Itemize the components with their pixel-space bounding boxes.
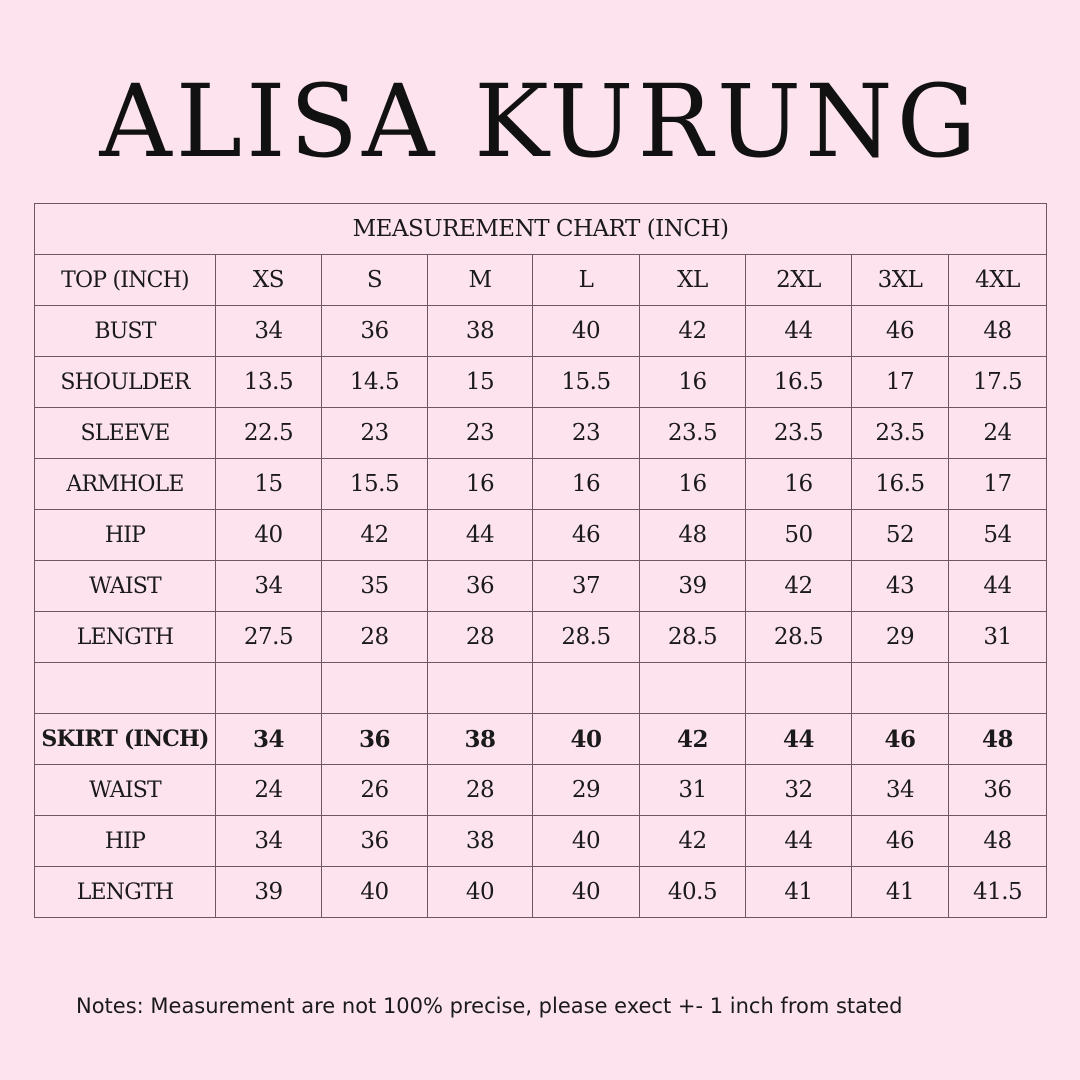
- measurement-cell: 40: [428, 867, 533, 918]
- measurement-cell: [216, 663, 322, 714]
- size-header-cell: XS: [216, 255, 322, 306]
- measurement-cell: [640, 663, 746, 714]
- measurement-cell: 28: [428, 765, 533, 816]
- top-row-sleeve-label: SLEEVE: [35, 408, 216, 459]
- top-row-shoulder: [35, 357, 1047, 408]
- measurement-cell: 52: [852, 510, 949, 561]
- measurement-cell: 16: [640, 459, 746, 510]
- skirt-row-length: [35, 867, 1047, 918]
- measurement-cell: 23.5: [640, 408, 746, 459]
- measurement-cell: 27.5: [216, 612, 322, 663]
- measurement-cell: 23: [428, 408, 533, 459]
- notes-text: Notes: Measurement are not 100% precise, please exect +- 1 inch from stated: [76, 994, 903, 1018]
- size-header-cell: 4XL: [949, 255, 1047, 306]
- chart-title-row: [35, 204, 1047, 255]
- measurement-cell: 28.5: [640, 612, 746, 663]
- measurement-cell: 40: [533, 714, 640, 765]
- size-header-cell: S: [322, 255, 428, 306]
- measurement-cell: 42: [640, 816, 746, 867]
- measurement-cell: 48: [949, 816, 1047, 867]
- measurement-cell: 34: [852, 765, 949, 816]
- measurement-cell: 46: [852, 714, 949, 765]
- top-row-armhole-label: ARMHOLE: [35, 459, 216, 510]
- measurement-cell: 36: [428, 561, 533, 612]
- size-header-cell: 2XL: [746, 255, 852, 306]
- measurement-cell: 36: [322, 306, 428, 357]
- measurement-cell: [533, 663, 640, 714]
- measurement-cell: 41: [852, 867, 949, 918]
- measurement-cell: [322, 663, 428, 714]
- measurement-cell: 17: [949, 459, 1047, 510]
- measurement-cell: 31: [640, 765, 746, 816]
- measurement-cell: 15: [428, 357, 533, 408]
- measurement-cell: 23.5: [852, 408, 949, 459]
- measurement-cell: 38: [428, 714, 533, 765]
- measurement-cell: 36: [322, 714, 428, 765]
- measurement-cell: 40.5: [640, 867, 746, 918]
- measurement-cell: 44: [746, 714, 852, 765]
- measurement-cell: 28.5: [533, 612, 640, 663]
- measurement-cell: 46: [852, 816, 949, 867]
- measurement-cell: 44: [428, 510, 533, 561]
- measurement-cell: 46: [533, 510, 640, 561]
- spacer-row: [35, 663, 1047, 714]
- size-header-cell: L: [533, 255, 640, 306]
- measurement-cell: 42: [322, 510, 428, 561]
- measurement-cell: 16.5: [746, 357, 852, 408]
- top-row-waist: [35, 561, 1047, 612]
- top-header-label: TOP (INCH): [35, 255, 216, 306]
- brand-title: ALISA KURUNG: [99, 63, 981, 180]
- measurement-cell: 16: [533, 459, 640, 510]
- skirt-row-waist: [35, 765, 1047, 816]
- measurement-cell: 39: [216, 867, 322, 918]
- measurement-cell: 34: [216, 816, 322, 867]
- measurement-cell: 54: [949, 510, 1047, 561]
- measurement-cell: 24: [949, 408, 1047, 459]
- measurement-cell: 16: [746, 459, 852, 510]
- top-row-bust: [35, 306, 1047, 357]
- top-row-bust-label: BUST: [35, 306, 216, 357]
- top-row-waist-label: WAIST: [35, 561, 216, 612]
- size-header-cell: XL: [640, 255, 746, 306]
- measurement-cell: 38: [428, 816, 533, 867]
- measurement-cell: 40: [533, 816, 640, 867]
- spacer-row-label: [35, 663, 216, 714]
- measurement-cell: 35: [322, 561, 428, 612]
- measurement-cell: 28: [428, 612, 533, 663]
- top-header-row: [35, 255, 1047, 306]
- top-row-shoulder-label: SHOULDER: [35, 357, 216, 408]
- measurement-cell: 34: [216, 561, 322, 612]
- chart-title: MEASUREMENT CHART (INCH): [35, 204, 1047, 255]
- measurement-cell: [746, 663, 852, 714]
- measurement-cell: 44: [746, 816, 852, 867]
- measurement-cell: 42: [640, 714, 746, 765]
- measurement-cell: 42: [746, 561, 852, 612]
- measurement-cell: 15.5: [533, 357, 640, 408]
- measurement-cell: 28.5: [746, 612, 852, 663]
- measurement-cell: 17: [852, 357, 949, 408]
- measurement-cell: 29: [852, 612, 949, 663]
- measurement-cell: 24: [216, 765, 322, 816]
- measurement-chart-table: [34, 203, 1047, 918]
- measurement-cell: 41.5: [949, 867, 1047, 918]
- measurement-cell: 16: [640, 357, 746, 408]
- measurement-cell: 46: [852, 306, 949, 357]
- measurement-cell: 48: [949, 714, 1047, 765]
- measurement-cell: 17.5: [949, 357, 1047, 408]
- measurement-cell: 43: [852, 561, 949, 612]
- measurement-cell: 44: [746, 306, 852, 357]
- measurement-cell: 26: [322, 765, 428, 816]
- measurement-cell: 38: [428, 306, 533, 357]
- top-row-length: [35, 612, 1047, 663]
- size-header-cell: M: [428, 255, 533, 306]
- measurement-cell: 36: [322, 816, 428, 867]
- measurement-cell: 31: [949, 612, 1047, 663]
- measurement-cell: 15.5: [322, 459, 428, 510]
- measurement-cell: 40: [533, 867, 640, 918]
- measurement-cell: 34: [216, 306, 322, 357]
- skirt-header-row: [35, 714, 1047, 765]
- measurement-cell: 28: [322, 612, 428, 663]
- top-row-hip: [35, 510, 1047, 561]
- measurement-cell: 37: [533, 561, 640, 612]
- measurement-cell: 40: [322, 867, 428, 918]
- measurement-cell: 48: [640, 510, 746, 561]
- measurement-cell: 40: [216, 510, 322, 561]
- measurement-cell: 48: [949, 306, 1047, 357]
- measurement-cell: 22.5: [216, 408, 322, 459]
- measurement-cell: 44: [949, 561, 1047, 612]
- measurement-cell: 40: [533, 306, 640, 357]
- top-row-sleeve: [35, 408, 1047, 459]
- measurement-cell: 41: [746, 867, 852, 918]
- measurement-cell: [852, 663, 949, 714]
- skirt-row-hip: [35, 816, 1047, 867]
- skirt-header-row-label: SKIRT (INCH): [35, 714, 216, 765]
- measurement-cell: 42: [640, 306, 746, 357]
- top-row-hip-label: HIP: [35, 510, 216, 561]
- measurement-cell: [949, 663, 1047, 714]
- skirt-row-waist-label: WAIST: [35, 765, 216, 816]
- measurement-cell: 16: [428, 459, 533, 510]
- measurement-cell: [428, 663, 533, 714]
- measurement-cell: 23: [322, 408, 428, 459]
- measurement-cell: 32: [746, 765, 852, 816]
- size-header-cell: 3XL: [852, 255, 949, 306]
- measurement-cell: 23.5: [746, 408, 852, 459]
- measurement-cell: 13.5: [216, 357, 322, 408]
- measurement-cell: 34: [216, 714, 322, 765]
- measurement-cell: 23: [533, 408, 640, 459]
- measurement-cell: 15: [216, 459, 322, 510]
- measurement-cell: 39: [640, 561, 746, 612]
- measurement-cell: 50: [746, 510, 852, 561]
- measurement-cell: 29: [533, 765, 640, 816]
- top-row-length-label: LENGTH: [35, 612, 216, 663]
- top-row-armhole: [35, 459, 1047, 510]
- skirt-row-length-label: LENGTH: [35, 867, 216, 918]
- measurement-cell: 14.5: [322, 357, 428, 408]
- skirt-row-hip-label: HIP: [35, 816, 216, 867]
- measurement-cell: 36: [949, 765, 1047, 816]
- measurement-cell: 16.5: [852, 459, 949, 510]
